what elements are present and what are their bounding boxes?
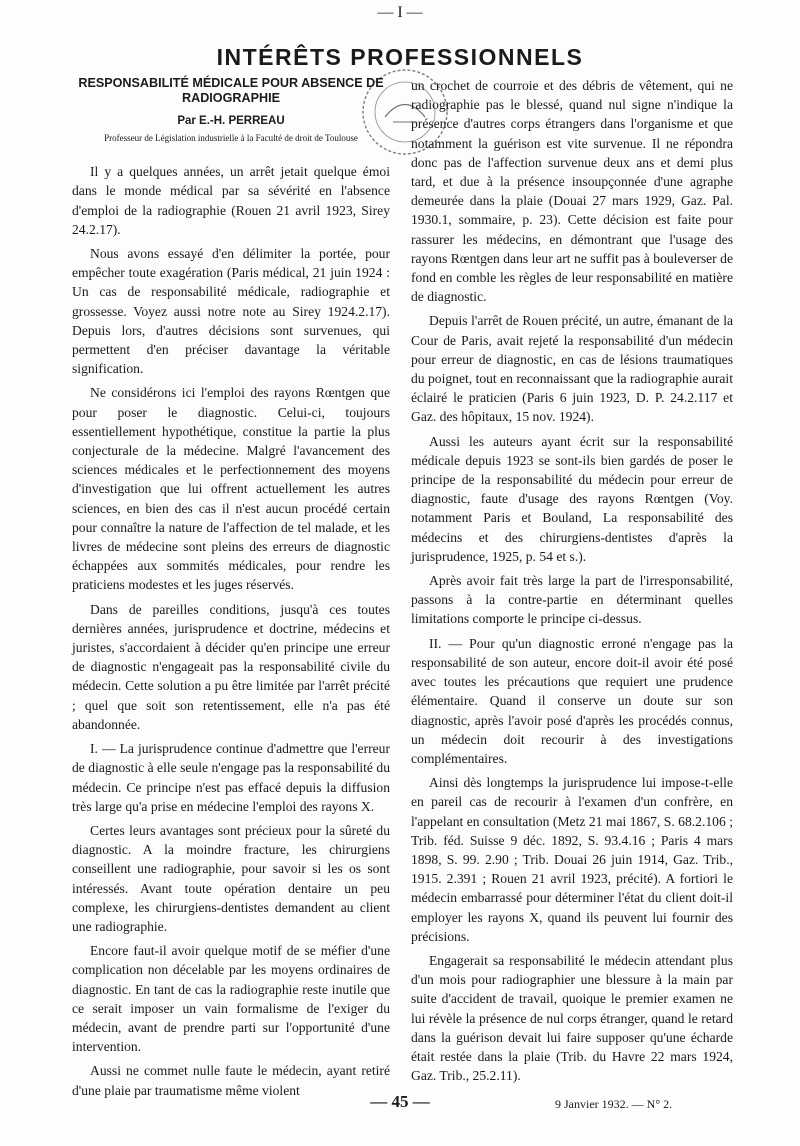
paragraph: Aussi ne commet nulle faute le médecin, ayant retiré d'une plaie par traumatisme même violent bbox=[72, 1063, 390, 1098]
paragraph: Encore faut-il avoir quelque motif de se méfier d'une complication non décelable par les moyens ordinaires de diagnostic. En tant de cas la radiographie reste inutile que ce serait imposer un vain formalisme de l'exiger du médecin, avant de prendre parti sur l'opportunité d'une intervention. bbox=[72, 943, 390, 1055]
right-column bbox=[411, 76, 733, 1090]
author-affiliation: Professeur de Législation industrielle à la Faculté de droit de Toulouse bbox=[104, 133, 358, 144]
article-title: RESPONSABILITÉ MÉDICALE POUR ABSENCE DE RADIOGRAPHIE bbox=[78, 76, 384, 105]
paragraph: Aussi les auteurs ayant écrit sur la responsabilité médicale depuis 1923 se sont-ils bien gardés de poser le principe de la responsabilité du médecin pour erreur de diagnostic, faute d'usage des rayons Rœntgen (Voy. notamment Paris et Bouland, La responsabilité des médecins et des chirurgiens-dentistes d'après la jurisprudence, 1925, p. 54 et s.). bbox=[411, 433, 733, 564]
paragraph: un crochet de courroie et des débris de vêtement, qui ne radiographie pas le blessé, quand nul signe n'indique la présence d'autres corps étrangers dans l'organisme et que notamment la guérison est vite survenue. Il ne répondra donc pas de l'affection survenue deux ans et demi plus tard, et due à la présence insoupçonnée d'une agraphe demeurée dans la plaie (Douai 27 mars 1929, Gaz. Pal. 1930.1, sommaire, p. 23). Cette décision est faite pour rassurer les médecins, en démontrant que l'usage des rayons Rœntgen dans leur art ne suffit pas à bouleverser de fond en comble les règles de leur responsabilité en matière de diagnostic. bbox=[411, 78, 733, 305]
paragraph: Il y a quelques années, un arrêt jetait quelque émoi dans le monde médical par sa sévérité en l'absence d'emploi de la radiographie (Rouen 21 avril 1923, Sirey 24.2.17). bbox=[72, 164, 390, 237]
paragraph: Certes leurs avantages sont précieux pour la sûreté du diagnostic. A la moindre fracture, les chirurgiens conseillent une radiographie, pour savoir si les os sont intéressés. Avant toute opération dentaire un peu complexe, les chirurgiens-dentistes demandent au client une radiographie. bbox=[72, 822, 390, 934]
issue-date: 9 Janvier 1932. — N° 2. bbox=[555, 1097, 673, 1111]
paragraph: I. — La jurisprudence continue d'admettre que l'erreur de diagnostic à elle seule n'engage pas la responsabilité du médecin. Ce principe n'est pas effacé depuis la diffusion très large qu'a prise en médecine l'emploi des rayons X. bbox=[72, 741, 390, 814]
article-author: Par E.-H. PERREAU bbox=[177, 115, 285, 127]
paragraph: Ainsi dès longtemps la jurisprudence lui impose-t-elle en pareil cas de recourir à l'examen d'un confrère, en l'appelant en consultation (Metz 21 mai 1867, S. 68.2.106 ; Trib. féd. Suisse 9 déc. 1892, S. 93.4.16 ; Paris 4 mars 1898, S. 99. 2.90 ; Trib. Douai 26 juin 1914, Gaz. Trib., 1915. 2.391 ; Rouen 21 avril 1923, précité). A fortiori le médecin embarrassé pour déterminer l'état du client doit-il employer les rayons X, quand ils peuvent lui fournir des précisions. bbox=[411, 775, 733, 944]
left-column bbox=[72, 74, 390, 1105]
paragraph: Depuis l'arrêt de Rouen précité, un autre, émanant de la Cour de Paris, avait rejeté la responsabilité d'un médecin pour erreur de diagnostic, en cas de lésions traumatiques du poignet, tout en reconnaissant que la radiographie aurait éclairé le praticien (Paris 6 juin 1923, D. P. 24.2.117 et Gaz. des hôpitaux, 15 nov. 1924). bbox=[411, 313, 733, 425]
paragraph: II. — Pour qu'un diagnostic erroné n'engage pas la responsabilité de son auteur, encore doit-il avoir été posé avec toutes les précautions que requiert une prudence élémentaire. Quand il conserve un doute sur son diagnostic, après l'avoir posé d'après les procédés connus, un médecin doit recourir à des investigations complémentaires. bbox=[411, 635, 733, 766]
paragraph: Ne considérons ici l'emploi des rayons Rœntgen que pour poser le diagnostic. Celui-ci, toujours essentiellement hypothétique, constitue la partie la plus conjecturale de la médecine. Malgré l'avancement des sciences médicales et le perfectionnement des moyens d'investigation que lui offrent actuellement les autres sciences, en bien des cas il n'est aucun procédé certain pour connaître la nature de l'affection de tel malade, et les livres de médecine sont pleins des erreurs de diagnostic échappées aux sommités médicales, pour rendre les praticiens modestes et les juges réservés. bbox=[72, 385, 390, 593]
page-number: — 45 — bbox=[370, 1092, 430, 1111]
section-title: INTÉRÊTS PROFESSIONNELS bbox=[216, 44, 584, 70]
page-top-number: — I — bbox=[377, 4, 423, 21]
paragraph: Nous avons essayé d'en délimiter la portée, pour empêcher toute exagération (Paris médical, 21 juin 1924 : Un cas de responsabilité médicale, radiographie et grossesse. Voyez aussi notre note au Sirey 1924.2.17). Depuis lors, d'autres décisions sont survenues, qui permettent d'en préciser davantage la véritable signification. bbox=[72, 246, 390, 377]
paragraph: Dans de pareilles conditions, jusqu'à ces toutes dernières années, jurisprudence et doctrine, médecins et juristes, s'accordaient à décider qu'en principe une erreur de diagnostic n'engageait pas la responsabilité civile du médecin. Cette solution a pu être limitée par l'arrêt précité ; quel que soit son retentissement, elle n'a pas été abandonnée. bbox=[72, 601, 390, 732]
paragraph: Après avoir fait très large la part de l'irresponsabilité, passons à la contre-partie en déterminant quelles limitations comporte le principe ci-dessus. bbox=[411, 573, 733, 627]
paragraph: Engagerait sa responsabilité le médecin attendant plus d'un mois pour radiographier une blessure à la main par suite d'accident de travail, quoique le premier examen ne lui révèle la présence de nul corps étranger, quand le retard dans la guérison devait lui faire supposer qu'une écharde était restée dans la plaie (Trib. du Havre 22 mars 1924, Gaz. Trib., 25.2.11). bbox=[411, 952, 733, 1084]
